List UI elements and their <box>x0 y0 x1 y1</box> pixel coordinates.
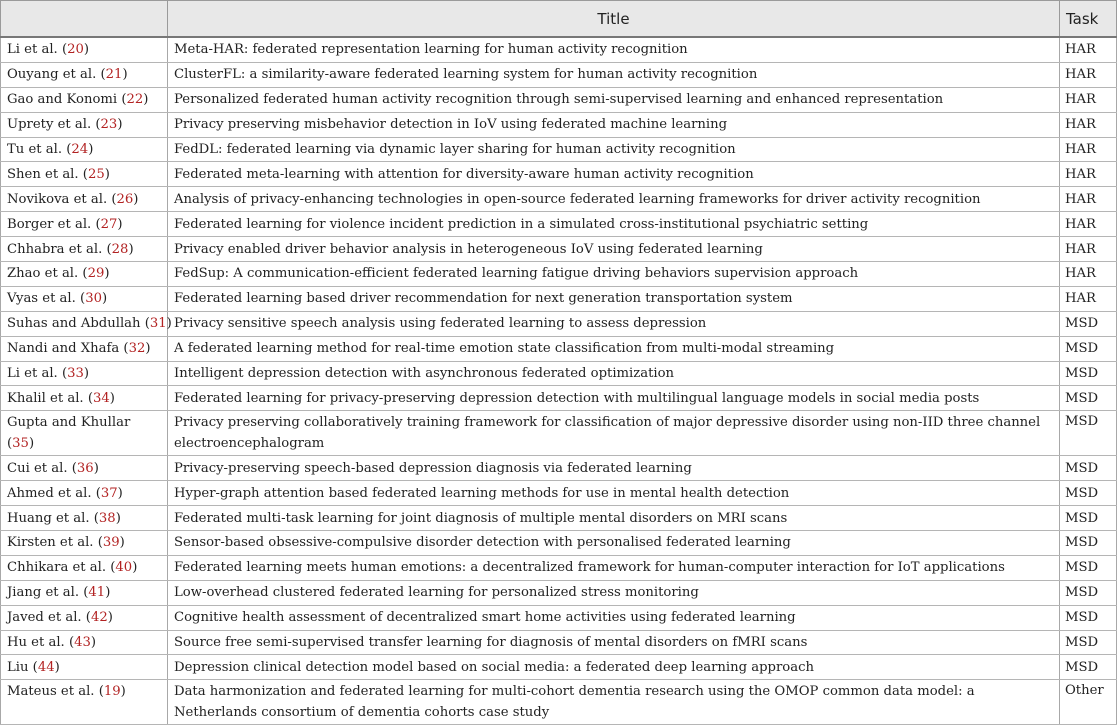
table-row <box>1 605 1117 630</box>
header-author <box>1 1 168 38</box>
table-body <box>1 37 1117 725</box>
author-cell: Javed et al. (42) <box>1 605 168 630</box>
task-cell: HAR <box>1060 137 1117 162</box>
author-name: Liu <box>7 659 29 675</box>
task-cell: HAR <box>1060 286 1117 311</box>
reference-link[interactable]: 22 <box>126 92 144 108</box>
author-name: Shen et al. <box>7 166 79 182</box>
title-cell: Depression clinical detection model based on social media: a federated deep learning approach <box>168 655 1060 680</box>
reference-link[interactable]: 19 <box>103 684 121 700</box>
title-cell: Analysis of privacy-enhancing technologies in open-source federated learning frameworks for driver activity recognition <box>168 187 1060 212</box>
title-cell: Federated learning based driver recommendation for next generation transportation system <box>168 286 1060 311</box>
author-cell: Kirsten et al. (39) <box>1 531 168 556</box>
author-name: Hu et al. <box>7 635 65 651</box>
author-name: Kirsten et al. <box>7 535 94 551</box>
reference-link[interactable]: 21 <box>105 67 123 83</box>
reference-link[interactable]: 37 <box>100 485 118 501</box>
author-cell: Li et al. (33) <box>1 361 168 386</box>
title-cell: Privacy enabled driver behavior analysis in heterogeneous IoV using federated learning <box>168 237 1060 262</box>
task-cell: MSD <box>1060 456 1117 481</box>
author-name: Li et al. <box>7 42 58 58</box>
reference-link[interactable]: 33 <box>67 366 84 382</box>
table-row <box>1 411 1117 456</box>
reference-link[interactable]: 41 <box>88 585 106 601</box>
task-cell: HAR <box>1060 187 1117 212</box>
reference-link[interactable]: 32 <box>128 341 146 357</box>
table-row <box>1 531 1117 556</box>
table-row <box>1 580 1117 605</box>
title-cell: Federated learning for privacy-preserving depression detection with multilingual language models in social media posts <box>168 386 1060 411</box>
author-name: Javed et al. <box>7 610 82 626</box>
table-row <box>1 655 1117 680</box>
author-name: Vyas et al. <box>7 291 76 307</box>
reference-link[interactable]: 26 <box>116 191 134 207</box>
reference-link[interactable]: 36 <box>76 460 94 476</box>
author-cell: Mateus et al. (19) <box>1 680 168 725</box>
task-cell: HAR <box>1060 162 1117 187</box>
author-name: Novikova et al. <box>7 191 108 207</box>
reference-link[interactable]: 35 <box>12 436 29 452</box>
reference-link[interactable]: 24 <box>71 142 89 157</box>
task-cell: MSD <box>1060 531 1117 556</box>
author-cell: Shen et al. (25) <box>1 162 168 187</box>
table-row <box>1 386 1117 411</box>
table-row <box>1 336 1117 361</box>
title-cell: FedDL: federated learning via dynamic layer sharing for human activity recognition <box>168 137 1060 162</box>
table-row <box>1 162 1117 187</box>
author-name: Zhao et al. <box>7 266 79 282</box>
reference-link[interactable]: 43 <box>74 635 91 651</box>
author-cell: Huang et al. (38) <box>1 506 168 531</box>
reference-link[interactable]: 44 <box>37 659 55 675</box>
reference-link[interactable]: 42 <box>90 610 108 626</box>
reference-link[interactable]: 20 <box>67 42 84 58</box>
task-cell: MSD <box>1060 336 1117 361</box>
task-cell: HAR <box>1060 237 1117 262</box>
table-row <box>1 262 1117 287</box>
table-row <box>1 237 1117 262</box>
table-row <box>1 62 1117 87</box>
title-cell: Federated multi-task learning for joint diagnosis of multiple mental disorders on MRI scans <box>168 506 1060 531</box>
author-name: Suhas and Abdullah <box>7 316 141 332</box>
title-cell: Hyper-graph attention based federated learning methods for use in mental health detection <box>168 481 1060 506</box>
author-cell: Gao and Konomi (22) <box>1 87 168 112</box>
author-name: Ahmed et al. <box>7 485 92 501</box>
author-cell: Khalil et al. (34) <box>1 386 168 411</box>
author-cell: Li et al. (20) <box>1 37 168 62</box>
author-name: Huang et al. <box>7 510 90 526</box>
table-row <box>1 37 1117 62</box>
reference-link[interactable]: 38 <box>98 510 116 526</box>
task-cell: MSD <box>1060 506 1117 531</box>
author-name: Jiang et al. <box>7 585 80 601</box>
title-cell: A federated learning method for real-time emotion state classification from multi-modal streaming <box>168 336 1060 361</box>
author-cell: Cui et al. (36) <box>1 456 168 481</box>
title-cell: ClusterFL: a similarity-aware federated learning system for human activity recognition <box>168 62 1060 87</box>
author-cell: Jiang et al. (41) <box>1 580 168 605</box>
title-cell: Cognitive health assessment of decentralized smart home activities using federated learning <box>168 605 1060 630</box>
table-row <box>1 555 1117 580</box>
title-cell: Meta-HAR: federated representation learning for human activity recognition <box>168 37 1060 62</box>
task-cell: HAR <box>1060 62 1117 87</box>
reference-link[interactable]: 29 <box>87 266 105 282</box>
task-cell: MSD <box>1060 361 1117 386</box>
reference-link[interactable]: 40 <box>115 560 133 576</box>
title-cell: FedSup: A communication-efficient federated learning fatigue driving behaviors supervision approach <box>168 262 1060 287</box>
author-cell: Borger et al. (27) <box>1 212 168 237</box>
task-cell: HAR <box>1060 212 1117 237</box>
reference-link[interactable]: 31 <box>149 316 167 332</box>
author-cell: Liu (44) <box>1 655 168 680</box>
task-cell: MSD <box>1060 630 1117 655</box>
reference-link[interactable]: 39 <box>102 535 120 551</box>
author-cell: Chhabra et al. (28) <box>1 237 168 262</box>
task-cell: Other <box>1060 680 1117 725</box>
author-cell: Uprety et al. (23) <box>1 112 168 137</box>
task-cell: MSD <box>1060 605 1117 630</box>
table-row <box>1 87 1117 112</box>
task-cell: HAR <box>1060 112 1117 137</box>
header-title: Title <box>168 1 1060 38</box>
title-cell: Privacy sensitive speech analysis using federated learning to assess depression <box>168 311 1060 336</box>
author-cell: Vyas et al. (30) <box>1 286 168 311</box>
author-name: Nandi and Xhafa <box>7 341 120 357</box>
author-cell: Chhikara et al. (40) <box>1 555 168 580</box>
author-cell: Ahmed et al. (37) <box>1 481 168 506</box>
task-cell: HAR <box>1060 37 1117 62</box>
table-row <box>1 137 1117 162</box>
table-row <box>1 212 1117 237</box>
task-cell: MSD <box>1060 580 1117 605</box>
title-cell: Privacy preserving collaboratively training framework for classification of major depressive disorder using non-IID three channel electroencephalogram <box>168 411 1060 456</box>
author-cell: Zhao et al. (29) <box>1 262 168 287</box>
title-cell: Federated meta-learning with attention for diversity-aware human activity recognition <box>168 162 1060 187</box>
header-row <box>1 1 1117 38</box>
header-task: Task <box>1060 1 1117 38</box>
title-cell: Intelligent depression detection with asynchronous federated optimization <box>168 361 1060 386</box>
author-cell: Nandi and Xhafa (32) <box>1 336 168 361</box>
title-cell: Data harmonization and federated learning for multi-cohort dementia research using the OMOP common data model: a Netherlands consortium of dementia cohorts case study <box>168 680 1060 725</box>
author-cell: Tu et al. (24) <box>1 137 168 162</box>
reference-link[interactable]: 30 <box>85 291 102 307</box>
task-cell: HAR <box>1060 87 1117 112</box>
table-row <box>1 311 1117 336</box>
author-name: Uprety et al. <box>7 117 92 133</box>
task-cell: MSD <box>1060 481 1117 506</box>
title-cell: Privacy-preserving speech-based depression diagnosis via federated learning <box>168 456 1060 481</box>
task-cell: MSD <box>1060 386 1117 411</box>
author-name: Khalil et al. <box>7 390 84 406</box>
task-cell: HAR <box>1060 262 1117 287</box>
title-cell: Source free semi-supervised transfer learning for diagnosis of mental disorders on fMRI scans <box>168 630 1060 655</box>
author-name: Borger et al. <box>7 216 92 232</box>
title-cell: Federated learning meets human emotions: a decentralized framework for human-computer interaction for IoT applications <box>168 555 1060 580</box>
table-row <box>1 286 1117 311</box>
author-name: Gupta and Khullar <box>7 415 131 431</box>
author-name: Cui et al. <box>7 460 68 476</box>
author-cell: Ouyang et al. (21) <box>1 62 168 87</box>
author-cell: Hu et al. (43) <box>1 630 168 655</box>
title-cell: Personalized federated human activity recognition through semi-supervised learning and enhanced representation <box>168 87 1060 112</box>
title-cell: Privacy preserving misbehavior detection in IoV using federated machine learning <box>168 112 1060 137</box>
table-row <box>1 680 1117 725</box>
table-row <box>1 630 1117 655</box>
reference-link[interactable]: 25 <box>87 166 105 182</box>
author-name: Gao and Konomi <box>7 92 118 108</box>
author-cell: Novikova et al. (26) <box>1 187 168 212</box>
table-row <box>1 361 1117 386</box>
reference-link[interactable]: 23 <box>100 117 118 133</box>
table-row <box>1 187 1117 212</box>
author-name: Chhabra et al. <box>7 241 103 257</box>
task-cell: MSD <box>1060 311 1117 336</box>
author-name: Li et al. <box>7 366 58 382</box>
author-name: Tu et al. <box>7 142 63 157</box>
author-name: Mateus et al. <box>7 684 95 700</box>
author-name: Ouyang et al. <box>7 67 97 83</box>
author-cell: Suhas and Abdullah (31) <box>1 311 168 336</box>
author-cell: Gupta and Khullar (35) <box>1 411 168 456</box>
table-row <box>1 481 1117 506</box>
title-cell: Low-overhead clustered federated learning for personalized stress monitoring <box>168 580 1060 605</box>
table-row <box>1 112 1117 137</box>
table-row <box>1 506 1117 531</box>
task-cell: MSD <box>1060 411 1117 456</box>
reference-link[interactable]: 28 <box>111 241 129 257</box>
author-name: Chhikara et al. <box>7 560 107 576</box>
task-cell: MSD <box>1060 655 1117 680</box>
title-cell: Federated learning for violence incident prediction in a simulated cross-institutional psychiatric setting <box>168 212 1060 237</box>
task-cell: MSD <box>1060 555 1117 580</box>
reference-link[interactable]: 27 <box>100 216 118 232</box>
reference-link[interactable]: 34 <box>92 390 110 406</box>
title-cell: Sensor-based obsessive-compulsive disorder detection with personalised federated learning <box>168 531 1060 556</box>
table-row <box>1 456 1117 481</box>
